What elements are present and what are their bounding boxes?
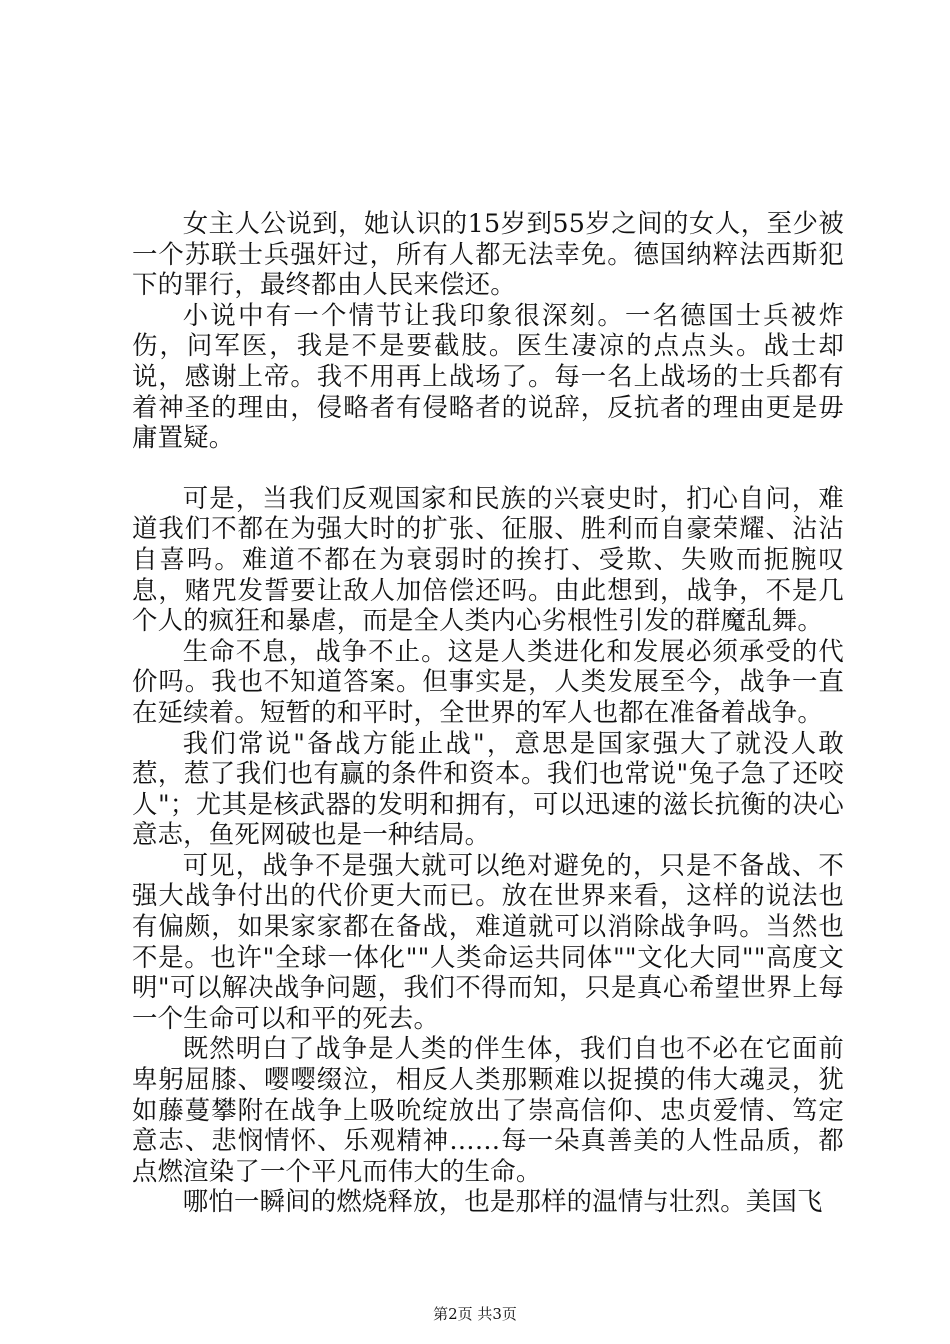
- page-footer: [0, 1304, 950, 1324]
- paragraph-5: 我们常说"备战方能止战"，意思是国家强大了就没人敢惹，惹了我们也有赢的条件和资本。我们也常说"兔子急了还咬人"；尤其是核武器的发明和拥有，可以迅速的滋长抗衡的决心意志，鱼死网破也是一种结局。: [132, 727, 844, 850]
- paragraph-2: 小说中有一个情节让我印象很深刻。一名德国士兵被炸伤，问军医，我是不是要截肢。医生凄凉的点点头。战士却说，感谢上帝。我不用再上战场了。每一名上战场的士兵都有着神圣的理由，侵略者有侵略者的说辞，反抗者的理由更是毋庸置疑。: [132, 299, 844, 453]
- paragraph-7: 既然明白了战争是人类的伴生体，我们自也不必在它面前卑躬屈膝、嘤嘤缀泣，相反人类那颗难以捉摸的伟大魂灵，犹如藤蔓攀附在战争上吸吮绽放出了崇高信仰、忠贞爱情、笃定意志、悲悯情怀、乐观精神……每一朵真善美的人性品质，都点燃渲染了一个平凡而伟大的生命。: [132, 1033, 844, 1186]
- document-body: [132, 208, 844, 1217]
- page-number: 第2页 共3页: [433, 1305, 517, 1323]
- paragraph-1: 女主人公说到，她认识的15岁到55岁之间的女人，至少被一个苏联士兵强奸过，所有人都无法幸免。德国纳粹法西斯犯下的罪行，最终都由人民来偿还。: [132, 208, 844, 300]
- paragraph-3: 可是，当我们反观国家和民族的兴衰史时，扪心自问，难道我们不都在为强大时的扩张、征服、胜利而自豪荣耀、沾沾自喜吗。难道不都在为衰弱时的挨打、受欺、失败而扼腕叹息，赌咒发誓要让敌人加倍偿还吗。由此想到，战争，不是几个人的疯狂和暴虐，而是全人类内心劣根性引发的群魔乱舞。: [132, 482, 844, 636]
- paragraph-6: 可见，战争不是强大就可以绝对避免的，只是不备战、不强大战争付出的代价更大而已。放在世界来看，这样的说法也有偏颇，如果家家都在备战，难道就可以消除战争吗。当然也不是。也许"全球一体化""人类命运共同体""文化大同""高度文明"可以解决战争问题，我们不得而知，只是真心希望世界上每一个生命可以和平的死去。: [132, 849, 844, 1033]
- paragraph-8: 哪怕一瞬间的燃烧释放，也是那样的温情与壮烈。美国飞: [182, 1186, 823, 1217]
- paragraph-4: 生命不息，战争不止。这是人类进化和发展必须承受的代价吗。我也不知道答案。但事实是，人类发展至今，战争一直在延续着。短暂的和平时，全世界的军人也都在准备着战争。: [132, 635, 844, 727]
